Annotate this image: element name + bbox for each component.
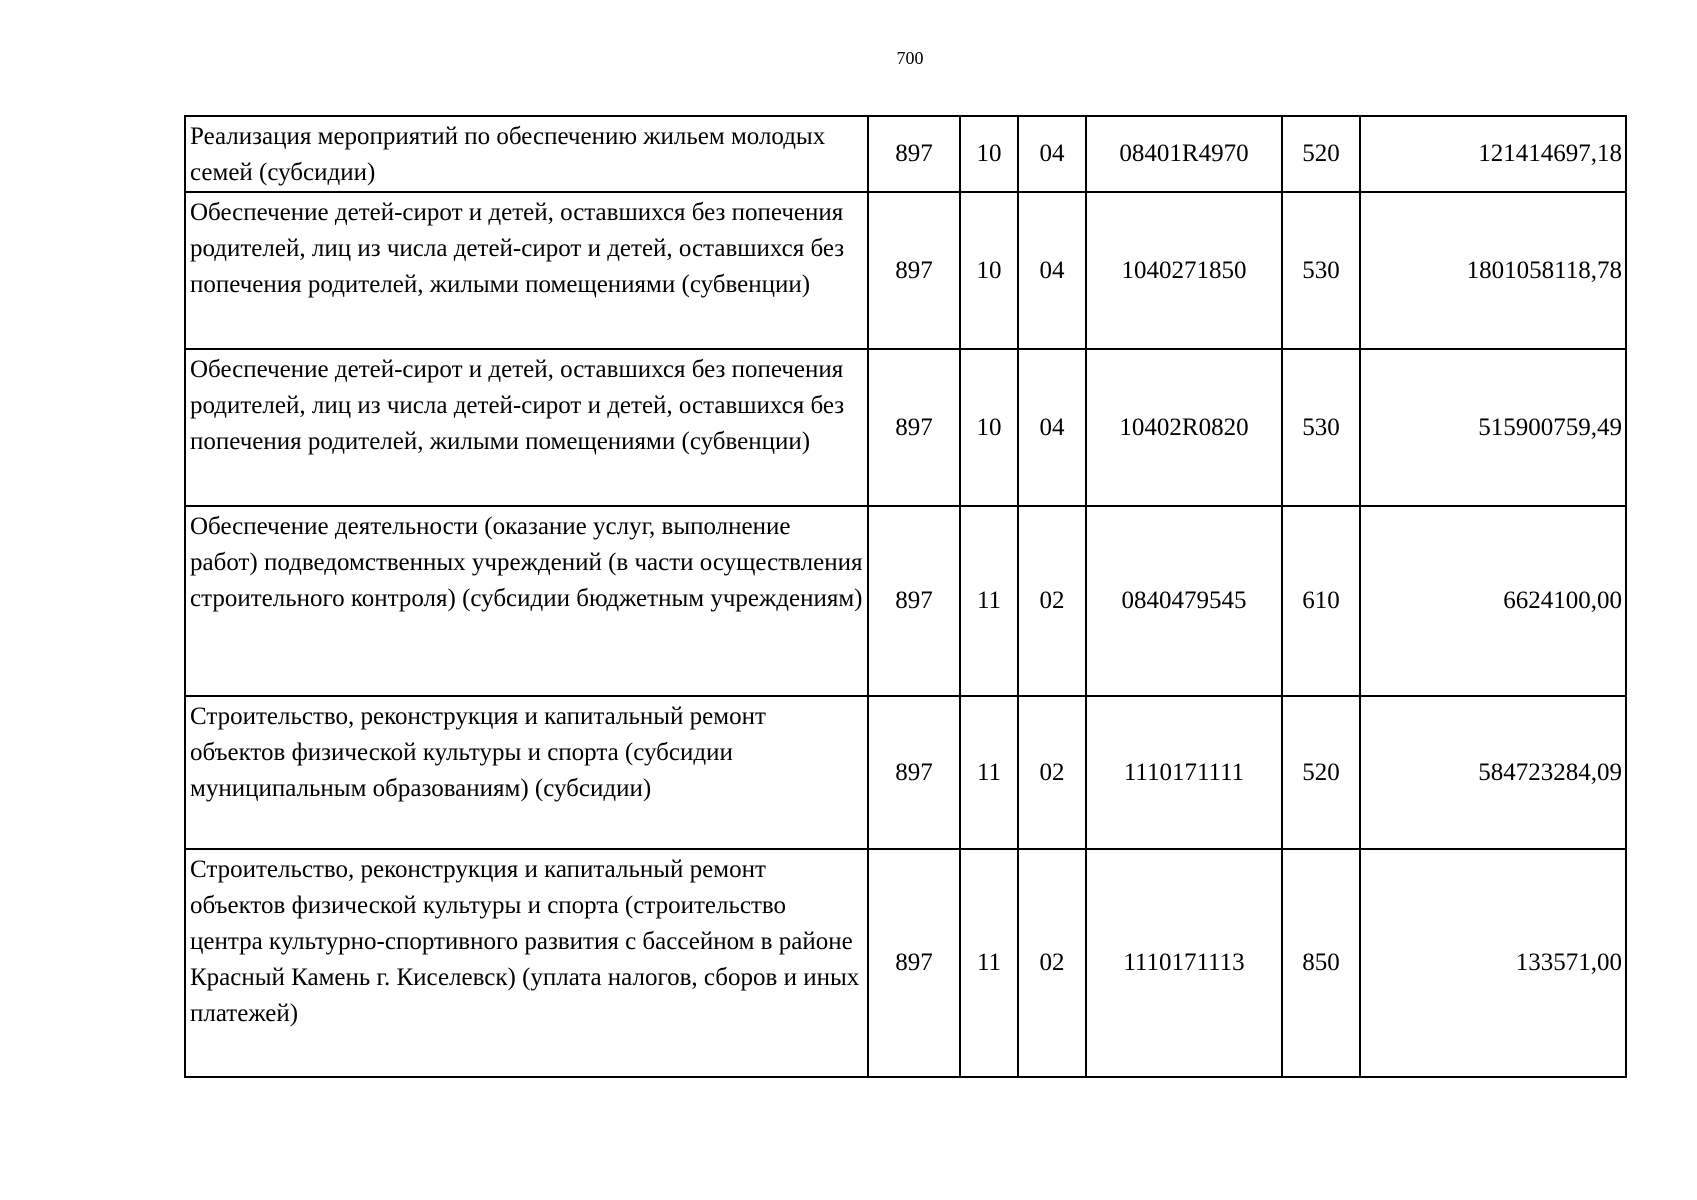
amount: 1801058118,78 [1360,192,1626,349]
grbs-code: 897 [868,349,960,506]
grbs-code: 897 [868,696,960,849]
section-code: 11 [960,506,1018,696]
table-row [185,192,1626,349]
expense-type-code: 610 [1282,506,1360,696]
expense-name: Строительство, реконструкция и капитальный ремонт объектов физической культуры и спорта (строительство центра культурно-спортивного развития с бассейном в районе Красный Камень г. Киселевск) (уплата налогов, сборов и иных платежей) [185,849,868,1077]
expense-name: Обеспечение деятельности (оказание услуг, выполнение работ) подведомственных учреждений (в части осуществления строительного контроля) (субсидии бюджетным учреждениям) [185,506,868,696]
grbs-code: 897 [868,192,960,349]
amount: 515900759,49 [1360,349,1626,506]
subsection-code: 02 [1018,696,1086,849]
budget-table [184,115,1627,1078]
subsection-code: 02 [1018,849,1086,1077]
table-row [185,849,1626,1077]
target-article-code: 1110171113 [1086,849,1282,1077]
grbs-code: 897 [868,506,960,696]
table-row [185,349,1626,506]
subsection-code: 04 [1018,349,1086,506]
amount: 121414697,18 [1360,116,1626,192]
subsection-code: 04 [1018,116,1086,192]
expense-name: Реализация мероприятий по обеспечению жильем молодых семей (субсидии) [185,116,868,192]
table-row [185,696,1626,849]
grbs-code: 897 [868,849,960,1077]
section-code: 11 [960,849,1018,1077]
expense-type-code: 530 [1282,192,1360,349]
section-code: 11 [960,696,1018,849]
expense-type-code: 850 [1282,849,1360,1077]
grbs-code: 897 [868,116,960,192]
expense-name: Обеспечение детей-сирот и детей, оставшихся без попечения родителей, лиц из числа детей-сирот и детей, оставшихся без попечения родителей, жилыми помещениями (субвенции) [185,192,868,349]
expense-type-code: 530 [1282,349,1360,506]
subsection-code: 04 [1018,192,1086,349]
subsection-code: 02 [1018,506,1086,696]
table-row [185,116,1626,192]
section-code: 10 [960,349,1018,506]
expense-name: Строительство, реконструкция и капитальный ремонт объектов физической культуры и спорта (субсидии муниципальным образованиям) (субсидии) [185,696,868,849]
section-code: 10 [960,192,1018,349]
expense-type-code: 520 [1282,116,1360,192]
table-row [185,506,1626,696]
expense-name: Обеспечение детей-сирот и детей, оставшихся без попечения родителей, лиц из числа детей-сирот и детей, оставшихся без попечения родителей, жилыми помещениями (субвенции) [185,349,868,506]
page-number: 700 [896,48,924,68]
amount: 133571,00 [1360,849,1626,1077]
target-article-code: 1040271850 [1086,192,1282,349]
expense-type-code: 520 [1282,696,1360,849]
target-article-code: 0840479545 [1086,506,1282,696]
amount: 6624100,00 [1360,506,1626,696]
section-code: 10 [960,116,1018,192]
target-article-code: 1110171111 [1086,696,1282,849]
target-article-code: 08401R4970 [1086,116,1282,192]
amount: 584723284,09 [1360,696,1626,849]
target-article-code: 10402R0820 [1086,349,1282,506]
